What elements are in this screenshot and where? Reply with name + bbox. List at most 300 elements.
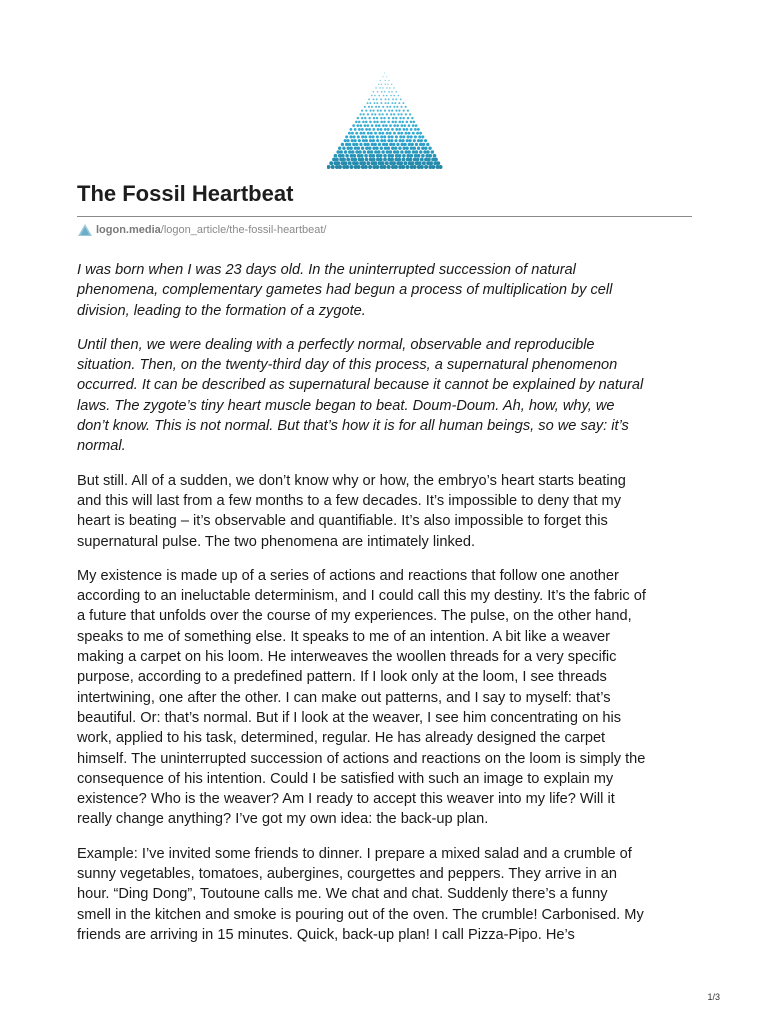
logo-dot — [349, 165, 353, 169]
logo-dot — [345, 165, 349, 169]
logo-dot — [417, 154, 421, 158]
logo-dot — [369, 102, 371, 104]
logo-dot — [386, 106, 388, 108]
logo-dot — [352, 124, 355, 127]
logo-dot — [382, 76, 383, 77]
logo-dot — [423, 150, 427, 154]
logo-dot — [380, 139, 383, 142]
logo-dot — [385, 84, 386, 85]
logo-dot — [350, 128, 353, 131]
logo-dot — [358, 139, 361, 142]
logo-dot — [378, 143, 381, 146]
logo-dot — [382, 143, 385, 146]
source-link[interactable] — [77, 223, 327, 237]
paragraph — [77, 260, 695, 321]
logo-dot — [359, 143, 362, 146]
logo-dot — [412, 124, 415, 127]
logo-dot — [414, 128, 417, 131]
logo-dot — [419, 150, 423, 154]
logo-dot — [396, 106, 398, 108]
logo-dot — [387, 147, 390, 150]
logo-dot — [371, 106, 373, 108]
article-title: The Fossil Heartbeat — [77, 181, 294, 206]
logo-dot — [387, 165, 391, 169]
logo-dot — [401, 124, 404, 127]
logo-dot — [381, 161, 385, 165]
logo-dot — [373, 117, 375, 119]
logo-dot — [379, 87, 380, 88]
logo-dot — [384, 128, 387, 131]
logo-dot — [372, 147, 375, 150]
logo-dot — [353, 154, 357, 158]
paragraph-line: according to an ineluctable determinism, and I could call this my destiny. It’s the fabric of — [77, 588, 646, 605]
logo-dot — [376, 121, 379, 124]
logo-dot — [403, 110, 405, 112]
logo-dot — [421, 154, 425, 158]
logo-dot — [402, 154, 406, 158]
logo-dot — [334, 154, 338, 158]
logo-dot — [376, 98, 378, 100]
logo-dot — [374, 95, 376, 97]
logo-dot — [387, 102, 389, 104]
paragraph-line: normal. — [77, 438, 126, 455]
logo-dot — [361, 128, 364, 131]
logo-dot — [399, 117, 401, 119]
logo-dot — [393, 150, 397, 154]
logo-dot — [436, 161, 440, 165]
logo-dot — [357, 165, 361, 169]
logo-dot — [391, 110, 393, 112]
title-divider — [77, 216, 692, 217]
logo-dot — [408, 143, 411, 146]
logo-dot — [362, 113, 364, 115]
logo-dot — [412, 150, 416, 154]
logo-dot — [364, 124, 367, 127]
logo-dot — [380, 80, 381, 81]
logo-dot — [382, 106, 384, 108]
logo-dot — [368, 106, 370, 108]
logo-dot — [400, 113, 402, 115]
logo-dot — [362, 161, 366, 165]
logo-dot — [331, 165, 335, 169]
logo-dot — [378, 113, 380, 115]
logo-dot — [399, 161, 403, 165]
logo-dot — [380, 110, 382, 112]
logo-dot — [375, 106, 377, 108]
logo-dot — [341, 143, 344, 146]
logo-dot — [344, 139, 347, 142]
logo-dot — [365, 128, 368, 131]
logo-dot — [424, 147, 427, 150]
logo-dot — [397, 132, 400, 135]
logo-dot — [364, 154, 368, 158]
logo-dot — [394, 121, 397, 124]
logo-dot — [413, 165, 417, 169]
logo-dot — [379, 158, 383, 162]
logo-dot — [361, 147, 364, 150]
logo-dot — [367, 150, 371, 154]
logo-dot — [407, 110, 409, 112]
paragraph-line: himself. The uninterrupted succession of actions and reactions on the loom is simply the — [77, 750, 646, 767]
logo-dot — [349, 147, 352, 150]
logo-dot — [346, 158, 350, 162]
logo-dot — [384, 73, 385, 74]
logo-dot — [368, 147, 371, 150]
logo-dot — [360, 154, 364, 158]
logo-dot — [357, 135, 360, 138]
logo-dot — [378, 132, 381, 135]
logo-dot — [347, 139, 350, 142]
logo-dot — [354, 128, 357, 131]
paragraph-line: situation. Then, on the twenty-third day of this process, a supernatural phenomenon — [77, 357, 618, 374]
logo-dot — [336, 161, 340, 165]
logo-dot — [390, 113, 392, 115]
logo-dot — [374, 132, 377, 135]
logo-dot — [380, 117, 382, 119]
paragraph-line: Example: I’ve invited some friends to dinner. I prepare a mixed salad and a crumble of — [77, 845, 632, 862]
logo-dot — [361, 135, 364, 138]
logo-dot — [400, 132, 403, 135]
logo-dot — [365, 139, 368, 142]
source-domain: logon.media — [96, 224, 161, 236]
logo-dot — [371, 113, 373, 115]
logo-dot — [372, 158, 376, 162]
logo-dot — [398, 128, 401, 131]
logo-dot — [391, 102, 393, 104]
logo-dot — [421, 147, 424, 150]
logo-dot — [371, 124, 374, 127]
logo-dot — [413, 139, 416, 142]
logo-dot — [403, 143, 406, 146]
logo-dot — [383, 117, 385, 119]
logo-dot — [429, 161, 433, 165]
logo-dot — [382, 87, 383, 88]
logo-dot — [411, 143, 414, 146]
logo-dot — [329, 161, 333, 165]
logo-dot — [359, 113, 361, 115]
logo-dot — [393, 132, 396, 135]
logo-dot — [385, 102, 387, 104]
logo-dot — [367, 124, 370, 127]
logo-dot — [360, 132, 363, 135]
logo-dot — [380, 98, 382, 100]
logo-dot — [389, 143, 392, 146]
logo-dot — [406, 139, 409, 142]
logo-dot — [377, 91, 379, 93]
logo-dot — [424, 165, 428, 169]
logo-dot — [387, 121, 390, 124]
logo-dot — [364, 135, 367, 138]
logo-dot — [373, 91, 375, 93]
logo-dot — [378, 95, 380, 97]
logo-dot — [327, 165, 331, 169]
logo-dot — [439, 165, 443, 169]
logo-dot — [375, 165, 379, 169]
logo-dot — [376, 102, 378, 104]
paragraph-line: really change anything? I’ve got my own idea: the back-up plan. — [77, 811, 489, 828]
logo-dot — [385, 124, 388, 127]
logo-dot — [412, 132, 415, 135]
logo-dot — [405, 165, 409, 169]
logo-dot — [406, 128, 409, 131]
logo-dot — [420, 158, 424, 162]
logo-dot — [402, 147, 405, 150]
logo-dot — [389, 106, 391, 108]
logo-dot — [348, 132, 351, 135]
logo-dot — [391, 84, 392, 85]
logo-dot — [388, 91, 390, 93]
article-body — [77, 260, 695, 959]
paragraph-line: smell in the kitchen and smoke is pouring out of the oven. The crumble! Carbonised. My — [77, 906, 644, 923]
logo-dot — [348, 150, 352, 154]
logo-dot — [345, 154, 349, 158]
logo-dot — [370, 150, 374, 154]
logo-dot — [427, 158, 431, 162]
logo-dot — [366, 161, 370, 165]
paragraph-line: existence? Who is the weaver? Am I ready to accept this weaver into my life? Will it — [77, 791, 615, 808]
logo-dot — [363, 132, 366, 135]
logo-dot — [403, 124, 406, 127]
paragraph — [77, 566, 695, 830]
logo-dot — [394, 139, 397, 142]
logo-dot — [373, 98, 375, 100]
logo-dot — [418, 161, 422, 165]
logo-dot — [368, 165, 372, 169]
logo-dot — [380, 102, 382, 104]
paragraph-line: Until then, we were dealing with a perfectly normal, observable and reproducible — [77, 336, 595, 353]
logo-dot — [376, 117, 378, 119]
logo-dot — [338, 147, 341, 150]
logo-dot — [400, 150, 404, 154]
logo-dot — [383, 139, 386, 142]
paragraph-line: But still. All of a sudden, we don’t know why or how, the embryo’s heart starts beating — [77, 472, 626, 489]
logo-dot — [387, 139, 390, 142]
logo-dot — [411, 161, 415, 165]
logo-dot — [380, 147, 383, 150]
logo-dot — [386, 150, 390, 154]
logo-dot — [376, 135, 379, 138]
logo-dot — [391, 128, 394, 131]
paragraph-line: a future that unfolds over the course of my experiences. The pulse, on the other hand, — [77, 608, 632, 625]
logo-dot — [367, 102, 369, 104]
logo-dot — [393, 113, 395, 115]
logo-dot — [416, 158, 420, 162]
logo-dot — [385, 80, 386, 81]
logo-dot — [374, 161, 378, 165]
logo-dot — [392, 98, 394, 100]
paragraph — [77, 471, 695, 552]
logo-dot — [367, 132, 370, 135]
logo-dot — [404, 150, 408, 154]
logo-dot — [410, 147, 413, 150]
paragraph-line: making a carpet on his loom. He interweaves the woollen threads for a very specific — [77, 649, 617, 666]
logo-dot — [388, 80, 389, 81]
logo-dot — [381, 150, 385, 154]
logo-dot — [367, 113, 369, 115]
logo-dot — [408, 132, 411, 135]
paragraph-line: beautiful. Or: that’s normal. But if I look at the weaver, I see him concentrating on his — [77, 709, 622, 726]
logo-dot — [355, 143, 358, 146]
logo-dot — [402, 102, 404, 104]
logo-dot — [380, 135, 383, 138]
logo-dot — [369, 139, 372, 142]
logo-dot — [394, 147, 397, 150]
logo-dot — [358, 121, 361, 124]
logo-dot — [405, 147, 408, 150]
logo-dot — [338, 165, 342, 169]
logo-dot — [391, 135, 394, 138]
logo-dot — [388, 117, 390, 119]
logo-dot — [397, 113, 399, 115]
logo-dot — [386, 113, 388, 115]
logo-dot — [378, 84, 379, 85]
logo-dot — [356, 124, 359, 127]
logo-dot — [396, 143, 399, 146]
logo-dot — [399, 121, 402, 124]
logo-dot — [392, 143, 395, 146]
logo-dot — [399, 139, 402, 142]
logo-dot — [372, 139, 375, 142]
site-logo-icon — [77, 223, 93, 237]
logo-dot — [342, 158, 346, 162]
logo-dot — [372, 128, 375, 131]
logo-dot — [386, 76, 387, 77]
logo-dot — [414, 135, 417, 138]
logo-dot — [381, 84, 382, 85]
logo-dot — [380, 128, 383, 131]
logo-dot — [395, 117, 397, 119]
logo-dot — [395, 98, 397, 100]
paragraph-line: occurred. It can be described as supernatural because it cannot be explained by natural — [77, 377, 644, 394]
logo-dot — [383, 121, 386, 124]
logo-dot — [403, 161, 407, 165]
logo-dot — [393, 87, 394, 88]
logo-dot — [398, 95, 400, 97]
logo-dot — [374, 150, 378, 154]
logo-dot — [426, 150, 430, 154]
logo-dot — [420, 165, 424, 169]
logo-dot — [395, 128, 398, 131]
paragraph-line: laws. The zygote’s tiny heart muscle began to beat. Doum-Doum. Ah, how, why, we — [77, 397, 615, 414]
logo-dot — [375, 147, 378, 150]
logo-dot — [386, 132, 389, 135]
logo-dot — [372, 154, 376, 158]
logo-dot — [387, 128, 390, 131]
logo-dot — [417, 139, 420, 142]
logo-dot — [400, 106, 402, 108]
logo-dot — [389, 87, 390, 88]
logo-dot — [401, 165, 405, 169]
logo-dot — [392, 121, 395, 124]
logo-dot — [387, 84, 388, 85]
logo-dot — [398, 102, 400, 104]
logo-dot — [391, 91, 393, 93]
paragraph-line: consequence of his intention. Could I be satisfied with such an image to explain my — [77, 770, 614, 787]
logo-dot — [410, 135, 413, 138]
logo-dot — [405, 132, 408, 135]
logo-dot — [364, 143, 367, 146]
logo-dot — [388, 135, 391, 138]
paragraph-line: sunny vegetables, tomatoes, aubergines, courgettes and peppers. They arrive in an — [77, 866, 618, 883]
logo-dot — [386, 95, 388, 97]
logo-dot — [391, 147, 394, 150]
logo-dot — [357, 117, 359, 119]
logo-dot — [381, 113, 383, 115]
logo-dot — [395, 135, 398, 138]
logo-dot — [342, 147, 345, 150]
logo-dot — [354, 139, 357, 142]
logo-dot — [402, 117, 404, 119]
logo-dot — [369, 110, 371, 112]
logo-dot — [406, 121, 409, 124]
logo-dot — [405, 106, 407, 108]
logo-dot — [415, 150, 419, 154]
logo-dot — [388, 110, 390, 112]
logo-triangle-icon — [327, 70, 443, 170]
paragraph-line: intertwining, one after the other. I can make out patterns, and I say to myself: that’s — [77, 689, 611, 706]
logo-dot — [391, 154, 395, 158]
logo-dot — [366, 143, 369, 146]
logo-dot — [413, 121, 416, 124]
logo-dot — [389, 132, 392, 135]
logo-dot — [358, 150, 362, 154]
logo-dot — [400, 98, 402, 100]
logo-dot — [353, 158, 357, 162]
logo-dot — [384, 147, 387, 150]
logo-dot — [417, 147, 420, 150]
logo-dot — [382, 124, 385, 127]
logo-dot — [376, 139, 379, 142]
logo-dot — [381, 132, 384, 135]
logo-dot — [383, 154, 387, 158]
logo-dot — [431, 165, 435, 169]
logo-dot — [362, 139, 365, 142]
paragraph-line: purpose, according to a predefined pattern. If I look only at the loom, I see threads — [77, 669, 607, 686]
logo-dot — [378, 124, 381, 127]
logo-dot — [355, 121, 358, 124]
logo-dot — [374, 113, 376, 115]
logo-dot — [402, 139, 405, 142]
logo-dot — [351, 150, 355, 154]
logo-dot — [368, 117, 370, 119]
logo-dot — [415, 124, 418, 127]
logo-dot — [417, 128, 420, 131]
logo-dot — [399, 135, 402, 138]
logo-dot — [345, 135, 348, 138]
logo-dot — [361, 117, 363, 119]
paragraph-line: division, leading to the formation of a zygote. — [77, 302, 366, 319]
logo-dot — [364, 117, 366, 119]
logo-dot — [397, 158, 401, 162]
paragraph-line: I was born when I was 23 days old. In the uninterrupted succession of natural — [77, 262, 576, 278]
logo-dot — [422, 161, 426, 165]
logo-dot — [365, 110, 367, 112]
logo-dot — [381, 91, 383, 93]
paragraph-line: speaks to me of something else. It speaks to me of an intention. A bit like a weaver — [77, 628, 610, 645]
logo-dot — [364, 106, 366, 108]
paragraph-line: My existence is made up of a series of actions and reactions that follow one another — [77, 567, 619, 584]
logo-dot — [374, 102, 376, 104]
logo-dot — [431, 150, 435, 154]
logo-dot — [365, 158, 369, 162]
logo-dot — [355, 132, 358, 135]
logo-dot — [409, 158, 413, 162]
logo-dot — [392, 161, 396, 165]
logo-dot — [393, 124, 396, 127]
logo-dot — [348, 143, 351, 146]
logo-dot — [395, 91, 397, 93]
logo-dot — [428, 147, 431, 150]
